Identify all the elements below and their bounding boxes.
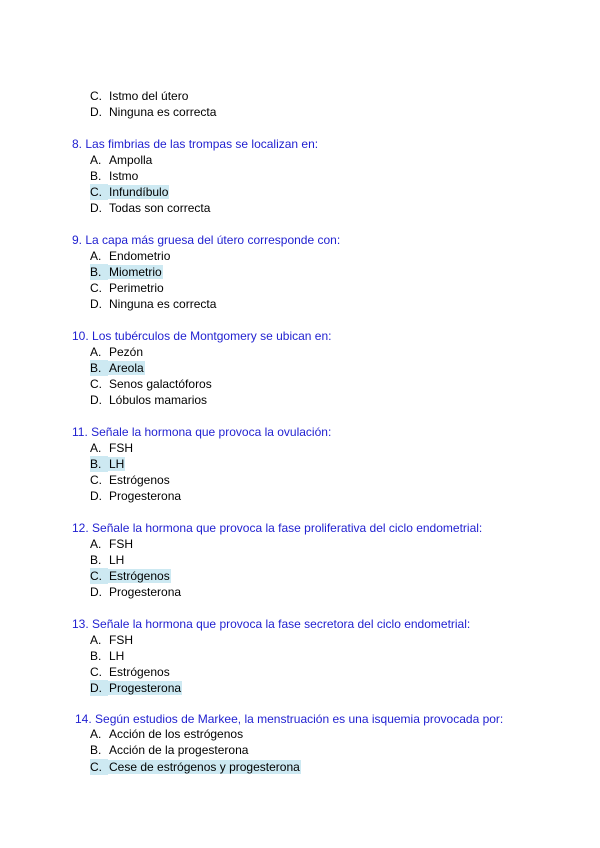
option-text: Ninguna es correcta	[109, 297, 217, 311]
option-a[interactable]	[90, 726, 244, 742]
option-text: Miometrio	[109, 265, 162, 279]
option-text: Acción de los estrógenos	[109, 727, 244, 741]
option-text: Progesterona	[109, 585, 182, 599]
option-text: Perimetrio	[109, 281, 164, 295]
option-letter: B.	[90, 360, 108, 376]
option-a[interactable]	[90, 248, 171, 264]
option-text: Todas son correcta	[109, 201, 211, 215]
option-letter: D.	[90, 201, 102, 215]
option-letter: C.	[90, 184, 108, 200]
option-c[interactable]	[90, 664, 171, 680]
option-b[interactable]	[90, 648, 125, 664]
option-text: Senos galactóforos	[109, 377, 212, 391]
option-text: FSH	[109, 441, 133, 455]
option-b-selected[interactable]	[90, 360, 145, 376]
option-b[interactable]	[90, 742, 249, 758]
question-text: 8. Las fimbrias de las trompas se localizan en:	[72, 137, 319, 151]
option-text: Cese de estrógenos y progesterona	[109, 760, 300, 774]
option-text: LH	[109, 553, 125, 567]
option-text: FSH	[109, 633, 133, 647]
option-d-selected[interactable]	[90, 680, 182, 696]
option-letter: D.	[90, 393, 102, 407]
option-letter: B.	[90, 264, 108, 280]
option-text: FSH	[109, 537, 133, 551]
option-text: Pezón	[109, 345, 144, 359]
option-text: Lóbulos mamarios	[109, 393, 208, 407]
option-text: Istmo	[109, 169, 139, 183]
option-text: Areola	[109, 361, 144, 375]
option-c-selected[interactable]	[90, 568, 171, 584]
option-a[interactable]	[90, 344, 144, 360]
option-letter: C.	[90, 759, 108, 775]
option-a[interactable]	[90, 536, 134, 552]
question-text: 11. Señale la hormona que provoca la ovulación:	[72, 425, 332, 439]
option-letter: A.	[90, 633, 102, 647]
option-d[interactable]	[90, 104, 217, 120]
option-letter: B.	[90, 456, 108, 472]
option-letter: C.	[90, 473, 102, 487]
question-text: 14. Según estudios de Markee, la menstruación es una isquemia provocada por:	[75, 712, 504, 726]
option-text: LH	[109, 457, 125, 471]
option-text: Estrógenos	[109, 569, 170, 583]
option-letter: A.	[90, 441, 102, 455]
option-c-selected[interactable]	[90, 184, 169, 200]
option-text: Ampolla	[109, 153, 153, 167]
option-a[interactable]	[90, 152, 153, 168]
option-letter: A.	[90, 153, 102, 167]
option-text: Estrógenos	[109, 665, 170, 679]
option-letter: B.	[90, 169, 102, 183]
option-letter: A.	[90, 727, 102, 741]
option-letter: C.	[90, 665, 102, 679]
option-b[interactable]	[90, 552, 125, 568]
question-text: 10. Los tubérculos de Montgomery se ubican en:	[72, 329, 332, 343]
option-text: Ninguna es correcta	[109, 105, 217, 119]
option-text: Progesterona	[109, 489, 182, 503]
option-text: Endometrio	[109, 249, 171, 263]
option-letter: D.	[90, 297, 102, 311]
option-d[interactable]	[90, 584, 182, 600]
question-text: 12. Señale la hormona que provoca la fase proliferativa del ciclo endometrial:	[72, 521, 483, 535]
option-text: LH	[109, 649, 125, 663]
option-c-selected[interactable]	[90, 759, 301, 775]
option-b-selected[interactable]	[90, 456, 125, 472]
option-c[interactable]	[90, 472, 171, 488]
option-d[interactable]	[90, 392, 208, 408]
option-letter: B.	[90, 649, 102, 663]
option-c[interactable]	[90, 88, 189, 104]
option-letter: C.	[90, 89, 102, 103]
option-d[interactable]	[90, 488, 182, 504]
option-letter: C.	[90, 568, 108, 584]
option-letter: B.	[90, 553, 102, 567]
option-c[interactable]	[90, 280, 165, 296]
option-letter: D.	[90, 585, 102, 599]
option-letter: A.	[90, 345, 102, 359]
option-letter: D.	[90, 105, 102, 119]
option-d[interactable]	[90, 296, 217, 312]
option-a[interactable]	[90, 632, 134, 648]
option-letter: A.	[90, 249, 102, 263]
option-text: Acción de la progesterona	[109, 743, 249, 757]
question-text: 9. La capa más gruesa del útero corresponde con:	[72, 233, 341, 247]
option-letter: D.	[90, 680, 108, 696]
option-letter: A.	[90, 537, 102, 551]
option-letter: D.	[90, 489, 102, 503]
option-text: Infundíbulo	[109, 185, 169, 199]
option-b-selected[interactable]	[90, 264, 163, 280]
option-c[interactable]	[90, 376, 213, 392]
option-letter: C.	[90, 281, 102, 295]
option-letter: B.	[90, 743, 102, 757]
option-letter: C.	[90, 377, 102, 391]
option-b[interactable]	[90, 168, 139, 184]
option-a[interactable]	[90, 440, 134, 456]
option-d[interactable]	[90, 200, 211, 216]
question-text: 13. Señale la hormona que provoca la fase secretora del ciclo endometrial:	[72, 617, 471, 631]
option-text: Estrógenos	[109, 473, 170, 487]
option-text: Progesterona	[109, 681, 182, 695]
option-text: Istmo del útero	[109, 89, 189, 103]
